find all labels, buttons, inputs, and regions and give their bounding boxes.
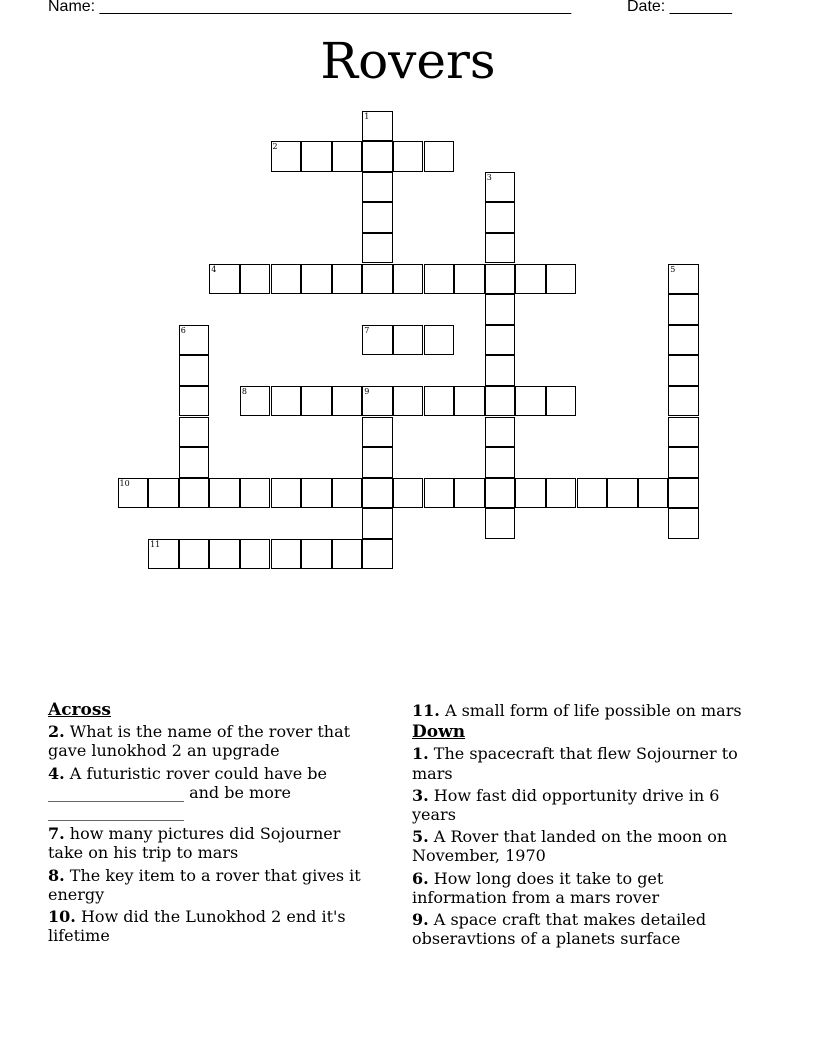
clue-across-8: 8. The key item to a rover that gives it energy	[48, 865, 361, 904]
grid-cell[interactable]	[271, 141, 302, 172]
grid-cell[interactable]	[148, 478, 179, 509]
across-clues	[48, 701, 378, 948]
grid-cell[interactable]	[668, 325, 699, 356]
grid-cell[interactable]	[424, 325, 455, 356]
grid-cell[interactable]	[668, 478, 699, 509]
clue-number: 9	[364, 386, 370, 396]
grid-cell[interactable]	[240, 264, 271, 295]
grid-cell[interactable]	[332, 264, 363, 295]
grid-cell[interactable]	[485, 478, 516, 509]
grid-cell[interactable]	[118, 478, 149, 509]
grid-cell[interactable]	[454, 478, 485, 509]
grid-cell[interactable]	[209, 539, 240, 570]
clue-down-3: 3. How fast did opportunity drive in 6 years	[412, 785, 720, 825]
grid-cell[interactable]	[332, 386, 363, 417]
grid-cell[interactable]	[362, 386, 393, 417]
clue-number: 4	[211, 264, 217, 274]
grid-cell[interactable]	[301, 264, 332, 295]
grid-cell[interactable]	[393, 386, 424, 417]
grid-cell[interactable]	[362, 539, 393, 570]
grid-cell[interactable]	[424, 141, 455, 172]
grid-cell[interactable]	[668, 508, 699, 539]
grid-cell[interactable]	[209, 264, 240, 295]
grid-cell[interactable]	[179, 386, 210, 417]
clue-number: 10	[119, 478, 130, 488]
down-heading: Down	[412, 722, 466, 743]
grid-cell[interactable]	[485, 508, 516, 539]
grid-cell[interactable]	[240, 478, 271, 509]
grid-cell[interactable]	[271, 386, 302, 417]
grid-cell[interactable]	[362, 202, 393, 233]
grid-cell[interactable]	[393, 141, 424, 172]
clue-across-10: 10. How did the Lunokhod 2 end it's lifetime	[48, 907, 346, 946]
grid-cell[interactable]	[424, 264, 455, 295]
grid-cell[interactable]	[485, 325, 516, 356]
grid-cell[interactable]	[179, 355, 210, 386]
grid-cell[interactable]	[301, 478, 332, 509]
grid-cell[interactable]	[179, 325, 210, 356]
grid-cell[interactable]	[301, 539, 332, 570]
clue-number: 5	[670, 264, 676, 274]
grid-cell[interactable]	[362, 325, 393, 356]
clue-number: 1	[364, 111, 370, 121]
clue-across-11: 11. A small form of life possible on mars	[412, 701, 742, 720]
grid-cell[interactable]	[301, 141, 332, 172]
grid-cell[interactable]	[668, 417, 699, 448]
clue-number: 3	[486, 172, 492, 182]
clue-number: 2	[272, 142, 278, 152]
grid-cell[interactable]	[362, 447, 393, 478]
grid-cell[interactable]	[240, 539, 271, 570]
grid-cell[interactable]	[546, 478, 577, 509]
grid-cell[interactable]	[362, 508, 393, 539]
grid-cell[interactable]	[393, 264, 424, 295]
grid-cell[interactable]	[179, 539, 210, 570]
grid-cell[interactable]	[485, 264, 516, 295]
grid-cell[interactable]	[515, 386, 546, 417]
grid-cell[interactable]	[485, 447, 516, 478]
grid-cell[interactable]	[485, 417, 516, 448]
grid-cell[interactable]	[271, 539, 302, 570]
grid-cell[interactable]	[332, 539, 363, 570]
grid-cell[interactable]	[668, 355, 699, 386]
grid-cell[interactable]	[485, 294, 516, 325]
grid-cell[interactable]	[546, 386, 577, 417]
grid-cell[interactable]	[485, 202, 516, 233]
clue-down-9: 9. A space craft that makes detailed obseravtions of a planets surface	[412, 910, 707, 949]
grid-cell[interactable]	[209, 478, 240, 509]
grid-cell[interactable]	[577, 478, 608, 509]
grid-cell[interactable]	[607, 478, 638, 509]
grid-cell[interactable]	[179, 447, 210, 478]
across-heading: Across	[48, 700, 111, 720]
grid-cell[interactable]	[638, 478, 669, 509]
grid-cell[interactable]	[485, 386, 516, 417]
page-title: Rovers	[320, 32, 496, 90]
grid-cell[interactable]	[362, 417, 393, 448]
grid-cell[interactable]	[668, 386, 699, 417]
grid-cell[interactable]	[485, 172, 516, 203]
grid-cell[interactable]	[362, 141, 393, 172]
grid-cell[interactable]	[485, 355, 516, 386]
name-field-label: Name: _____________________________________________________	[48, 0, 572, 15]
grid-cell[interactable]	[546, 264, 577, 295]
grid-cell[interactable]	[271, 264, 302, 295]
grid-cell[interactable]	[148, 539, 179, 570]
grid-cell[interactable]	[454, 386, 485, 417]
clue-number: 7	[364, 325, 370, 335]
clue-across-7: 7. how many pictures did Sojourner take on his trip to mars	[48, 824, 341, 863]
grid-cell[interactable]	[362, 172, 393, 203]
grid-cell[interactable]	[515, 264, 546, 295]
grid-cell[interactable]	[668, 294, 699, 325]
grid-cell[interactable]	[179, 417, 210, 448]
grid-cell[interactable]	[485, 233, 516, 264]
grid-cell[interactable]	[362, 233, 393, 264]
grid-cell[interactable]	[332, 141, 363, 172]
grid-cell[interactable]	[332, 478, 363, 509]
clue-down-6: 6. How long does it take to get information from a mars rover	[412, 868, 664, 907]
clue-across-4: 4. A futuristic rover could have be _________________ and be more _________________	[48, 763, 327, 822]
grid-cell[interactable]	[454, 264, 485, 295]
grid-cell[interactable]	[362, 111, 393, 142]
grid-cell[interactable]	[240, 386, 271, 417]
grid-cell[interactable]	[362, 264, 393, 295]
grid-cell[interactable]	[424, 386, 455, 417]
clue-number: 8	[241, 386, 247, 396]
grid-cell[interactable]	[393, 478, 424, 509]
grid-cell[interactable]	[668, 264, 699, 295]
clue-down-1: 1. The spacecraft that flew Sojourner to mars	[412, 744, 738, 783]
clue-number: 11	[150, 539, 161, 549]
grid-cell[interactable]	[393, 325, 424, 356]
date-field-label: Date: _______	[627, 0, 732, 15]
grid-cell[interactable]	[362, 478, 393, 509]
grid-cell[interactable]	[271, 478, 302, 509]
grid-cell[interactable]	[179, 478, 210, 509]
clue-across-2: 2. What is the name of the rover that gave lunokhod 2 an upgrade	[48, 722, 351, 761]
grid-cell[interactable]	[301, 386, 332, 417]
clue-number: 6	[180, 325, 186, 335]
grid-cell[interactable]	[668, 447, 699, 478]
grid-cell[interactable]	[424, 478, 455, 509]
grid-cell[interactable]	[515, 478, 546, 509]
clue-down-5: 5. A Rover that landed on the moon on November, 1970	[412, 827, 728, 866]
right-clue-column	[412, 701, 762, 951]
